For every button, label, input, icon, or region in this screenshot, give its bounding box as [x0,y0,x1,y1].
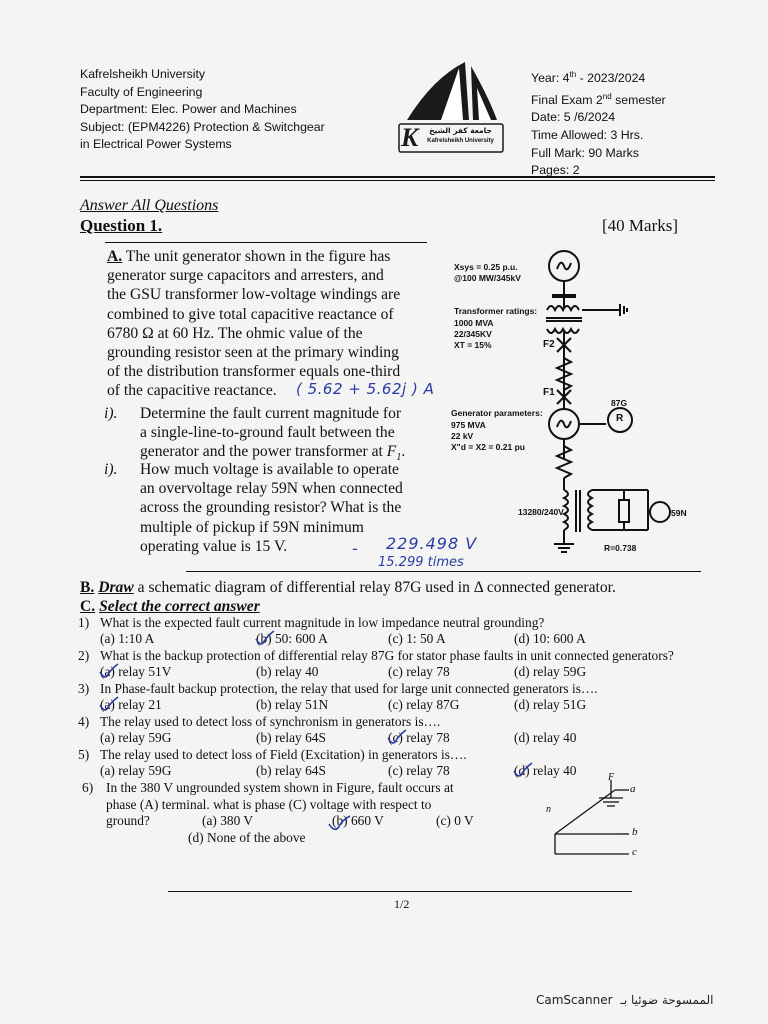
logo-text-ar: جامعة كفر الشيخ [429,126,492,135]
fig-gen-params-title: Generator parameters: [451,408,543,418]
mcq-option[interactable]: (b) relay 64S [256,730,326,745]
part-b-text: a schematic diagram of differential relay 87G used in Δ connected generator. [137,579,616,596]
part-a-text [107,247,435,401]
mcq-option[interactable]: (d) relay 40 [514,763,577,778]
fig-6-c: c [632,846,637,858]
logo-text-en: Kafrelsheikh University [427,138,494,144]
fig-6-n: n [546,804,551,815]
mcq-option[interactable]: (d) relay 59G [514,664,587,679]
fig-gen-x: X"d = X2 = 0.21 pu [451,442,525,452]
part-b [80,578,720,597]
part-a-line: 6780 Ω at 60 Hz. The ohmic value of the [107,324,363,342]
mcq-option[interactable]: (d) relay 40 [514,730,577,745]
sub-question-2-line: multiple of pickup if 59N minimum [140,518,364,536]
mcq-option[interactable]: (a) relay 59G [100,763,172,778]
header-divider-2 [80,180,715,181]
part-a-line: grounding resistor seen at the primary winding [107,344,399,362]
mcq-question: The relay used to detect loss of Field (Excitation) in generators is…. [100,747,467,762]
part-b-label: B. [80,579,95,596]
mcq-6-option-b[interactable]: (b) 660 V [332,813,384,829]
mcq-option[interactable]: (b) 50: 600 A [256,631,328,646]
sub-question-2-line: How much voltage is available to operate [140,461,399,478]
mcq-6-num: 6) [82,780,94,795]
fig-gen-mva: 975 MVA [451,420,486,430]
sub-question-1-line: a single-line-to-ground fault between the [140,424,395,442]
mcq-number: 3) [78,681,90,696]
handwritten-answer-current: ( 5.62 + 5.62j ) A [296,380,435,398]
ungrounded-system-figure [535,776,685,858]
fig-resistor-label: R=0.738 [604,543,637,553]
mcq-option[interactable]: (c) relay 78 [388,664,450,679]
question-title: Question 1. [80,216,163,235]
footer-rule [168,891,632,892]
mcq-option[interactable]: (d) 10: 600 A [514,631,586,646]
mcq-question-text [78,648,728,665]
mcq-6-option-c[interactable]: (c) 0 V [436,813,474,829]
camscanner-brand: CamScanner [536,993,613,1007]
fig-gen-kv: 22 kV [451,431,474,441]
header-right [531,66,721,180]
unit-generator-circuit [440,240,720,570]
sub-question-2-line: operating value is 15 V. [140,537,288,555]
fig-xfmr-title: Transformer ratings: [454,306,538,316]
fig-87g-label: 87G [611,398,628,408]
relay-59n-symbol [650,502,670,522]
part-a-line: of the capacitive reactance. [107,382,277,400]
mcq-question-text [78,747,728,764]
part-a-line: of the distribution transformer equals one-third [107,363,401,381]
department-name: Department: Elec. Power and Machines [80,102,297,117]
mcq-number: 4) [78,714,90,729]
mcq-number: 2) [78,648,90,663]
fig-59n-label: 59N [671,508,687,518]
fig-xfmr-x: XT = 15% [454,340,492,350]
mcq-item [78,615,728,648]
sub-question-2-num: i). [104,461,118,478]
header-left [80,66,380,154]
fig-xfmr-kv: 22/345KV [454,329,492,339]
mcq-number: 1) [78,615,90,630]
part-c-heading [80,597,260,616]
mcq-option[interactable]: (c) 1: 50 A [388,631,446,646]
part-a-line: combined to give total capacitive reactance of [107,305,394,323]
fig-relay-r-label: R [616,413,624,424]
mcq-6-option-a[interactable]: (a) 380 V [202,813,254,829]
sub-question-1 [104,404,434,468]
subject-line-2: in Electrical Power Systems [80,137,232,152]
fig-6-a: a [630,783,636,795]
answer-mark [512,762,534,780]
university-name: Kafrelsheikh University [80,67,206,81]
subject-line: Subject: (EPM4226) Protection & Switchgear [80,119,325,134]
fig-base-label: @100 MW/345kV [454,273,521,283]
mcq-option[interactable]: (c) relay 87G [388,697,460,712]
answer-mark [254,630,276,648]
fig-f1-label: F1 [543,387,555,398]
part-a-line: The unit generator shown in the figure has [125,248,391,265]
handwritten-answer-voltage: 229.498 V [386,534,478,553]
mcq-item-6 [82,780,502,847]
mcq-6-line: In the 380 V ungrounded system shown in Figure, fault occurs at [106,780,454,795]
sub-question-2-line: across the grounding resistor? What is the [140,499,402,517]
mcq-option[interactable]: (d) relay 51G [514,697,587,712]
sub-question-1-num: i). [104,405,118,422]
mcq-question: What is the expected fault current magnitude in low impedance neutral grounding? [100,615,545,630]
exam-date: Date: 5 /6/2024 [531,110,616,125]
mcq-question: What is the backup protection of differential relay 87G for stator phase faults in unit connected generators? [100,648,674,663]
instructions: Answer All Questions [80,197,219,214]
mcq-item [78,648,728,681]
camscanner-arabic: الممسوحة ضوئيا بـ [620,993,714,1007]
part-a-top-rule [105,242,427,243]
mcq-question: In Phase-fault backup protection, the relay that used for large unit connected generators is…. [100,681,598,696]
svg-text:K: K [401,123,419,152]
exam-full-mark: Full Mark: 90 Marks [531,145,639,160]
mcq-6-mark [326,814,352,834]
part-c-label: C. [80,598,96,615]
sub-question-2 [104,460,434,556]
part-b-verb: Draw [98,579,134,596]
mcq-option[interactable]: (c) relay 78 [388,763,450,778]
part-a-line: generator surge capacitors and arresters, and [107,267,384,285]
mcq-item [78,681,728,714]
mcq-question-text [78,615,728,632]
part-a-bottom-rule [186,571,701,572]
header-divider [80,176,715,178]
camscanner-watermark [536,993,713,1007]
handwritten-dash: - [352,539,358,558]
fig-dist-xfmr-label: 13280/240V [518,507,564,517]
mcq-number: 5) [78,747,90,762]
fig-6-b: b [632,826,638,838]
mcq-6-line: ground? [106,813,150,829]
fig-6-f: F [608,772,615,783]
grounding-resistor-symbol [619,500,629,522]
mcq-list [78,615,728,780]
mcq-6-line: phase (A) terminal. what is phase (C) voltage with respect to [106,796,432,812]
university-logo [393,58,511,158]
answer-mark [386,729,408,747]
mcq-option[interactable]: (a) relay 21 [100,697,162,712]
page-number: 1/2 [394,897,410,911]
exam-time: Time Allowed: 3 Hrs. [531,127,644,142]
mcq-option[interactable]: (a) 1:10 A [100,631,155,646]
mcq-option[interactable]: (c) relay 78 [388,730,450,745]
mcq-6-option-d[interactable]: (d) None of the above [188,830,306,846]
exam-semester: Final Exam 2nd semester [531,91,666,107]
mcq-question-text [78,681,728,698]
exam-pages: Pages: 2 [531,163,580,178]
part-c-title: Select the correct answer [99,598,260,615]
handwritten-answer-multiple: 15.299 times [378,555,464,570]
faculty-name: Faculty of Engineering [80,84,203,99]
question-marks: [40 Marks] [602,216,679,235]
mcq-option[interactable]: (a) relay 51V [100,664,172,679]
answer-mark [98,696,120,714]
mcq-question: The relay used to detect loss of synchronism in generators is…. [100,714,441,729]
mcq-option[interactable]: (a) relay 59G [100,730,172,745]
fig-xsys-label: Xsys = 0.25 p.u. [454,262,518,272]
answer-mark [98,663,120,681]
part-a-line: the GSU transformer low-voltage windings are [107,286,401,304]
exam-year: Year: 4th - 2023/2024 [531,70,646,86]
sub-question-2-line: an overvoltage relay 59N when connected [140,480,403,498]
mcq-option[interactable]: (b) relay 51N [256,697,329,712]
part-a-label: A. [107,248,123,265]
mcq-item [78,714,728,747]
fig-f2-label: F2 [543,339,555,350]
sub-question-1-line: generator and the power transformer at $F_1$. [140,443,406,464]
sub-question-1-line: Determine the fault current magnitude for [140,405,402,422]
mcq-option[interactable]: (b) relay 40 [256,664,319,679]
fig-xfmr-mva: 1000 MVA [454,318,494,328]
mcq-option[interactable]: (b) relay 64S [256,763,326,778]
